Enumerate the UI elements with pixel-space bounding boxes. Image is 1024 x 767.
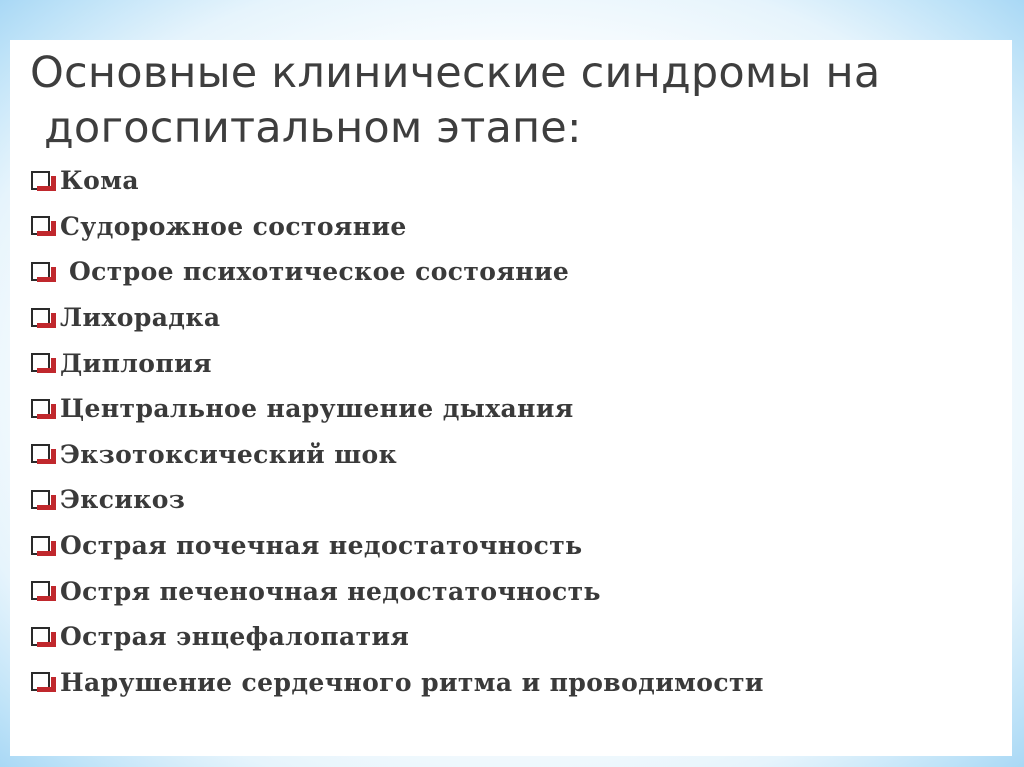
- list-item-label: Диплопия: [60, 348, 212, 378]
- slide-title: [30, 46, 990, 156]
- checkbox-bullet-icon: [30, 488, 60, 512]
- list-item-label: Эксикоз: [60, 485, 186, 515]
- list-item: [30, 295, 764, 341]
- list-item: [30, 568, 764, 614]
- list-item-label: Центральное нарушение дыхания: [60, 394, 574, 424]
- list-item-label: Остря печеночная недостаточность: [60, 576, 601, 606]
- list-item-label: Острая почечная недостаточность: [60, 531, 583, 561]
- list-item-label: Экзотоксический шок: [60, 439, 398, 469]
- slide-title-line-1: Основные клинические синдромы на: [30, 48, 881, 98]
- checkbox-bullet-icon: [30, 260, 60, 284]
- syndrome-list: [30, 158, 764, 705]
- slide: [10, 40, 1012, 756]
- checkbox-bullet-icon: [30, 579, 60, 603]
- checkbox-bullet-icon: [30, 351, 60, 375]
- checkbox-bullet-icon: [30, 670, 60, 694]
- checkbox-bullet-icon: [30, 397, 60, 421]
- list-item: [30, 158, 764, 204]
- checkbox-bullet-icon: [30, 534, 60, 558]
- list-item: [30, 614, 764, 660]
- checkbox-bullet-icon: [30, 169, 60, 193]
- list-item-label: Лихорадка: [60, 303, 221, 333]
- checkbox-bullet-icon: [30, 625, 60, 649]
- list-item-label: Острая энцефалопатия: [60, 622, 410, 652]
- list-item-label: Кома: [60, 166, 139, 196]
- list-item: [30, 204, 764, 250]
- checkbox-bullet-icon: [30, 214, 60, 238]
- list-item: [30, 340, 764, 386]
- list-item: [30, 660, 764, 706]
- list-item-label: Нарушение сердечного ритма и проводимости: [60, 667, 764, 697]
- checkbox-bullet-icon: [30, 306, 60, 330]
- slide-title-line-2: догоспитальном этапе:: [44, 103, 582, 153]
- list-item: [30, 477, 764, 523]
- list-item-label: Острое психотическое состояние: [69, 257, 570, 287]
- list-item: [30, 386, 764, 432]
- checkbox-bullet-icon: [30, 442, 60, 466]
- list-item: [30, 523, 764, 569]
- list-item-label: Судорожное состояние: [60, 211, 407, 241]
- list-item: [30, 249, 764, 295]
- list-item: [30, 432, 764, 478]
